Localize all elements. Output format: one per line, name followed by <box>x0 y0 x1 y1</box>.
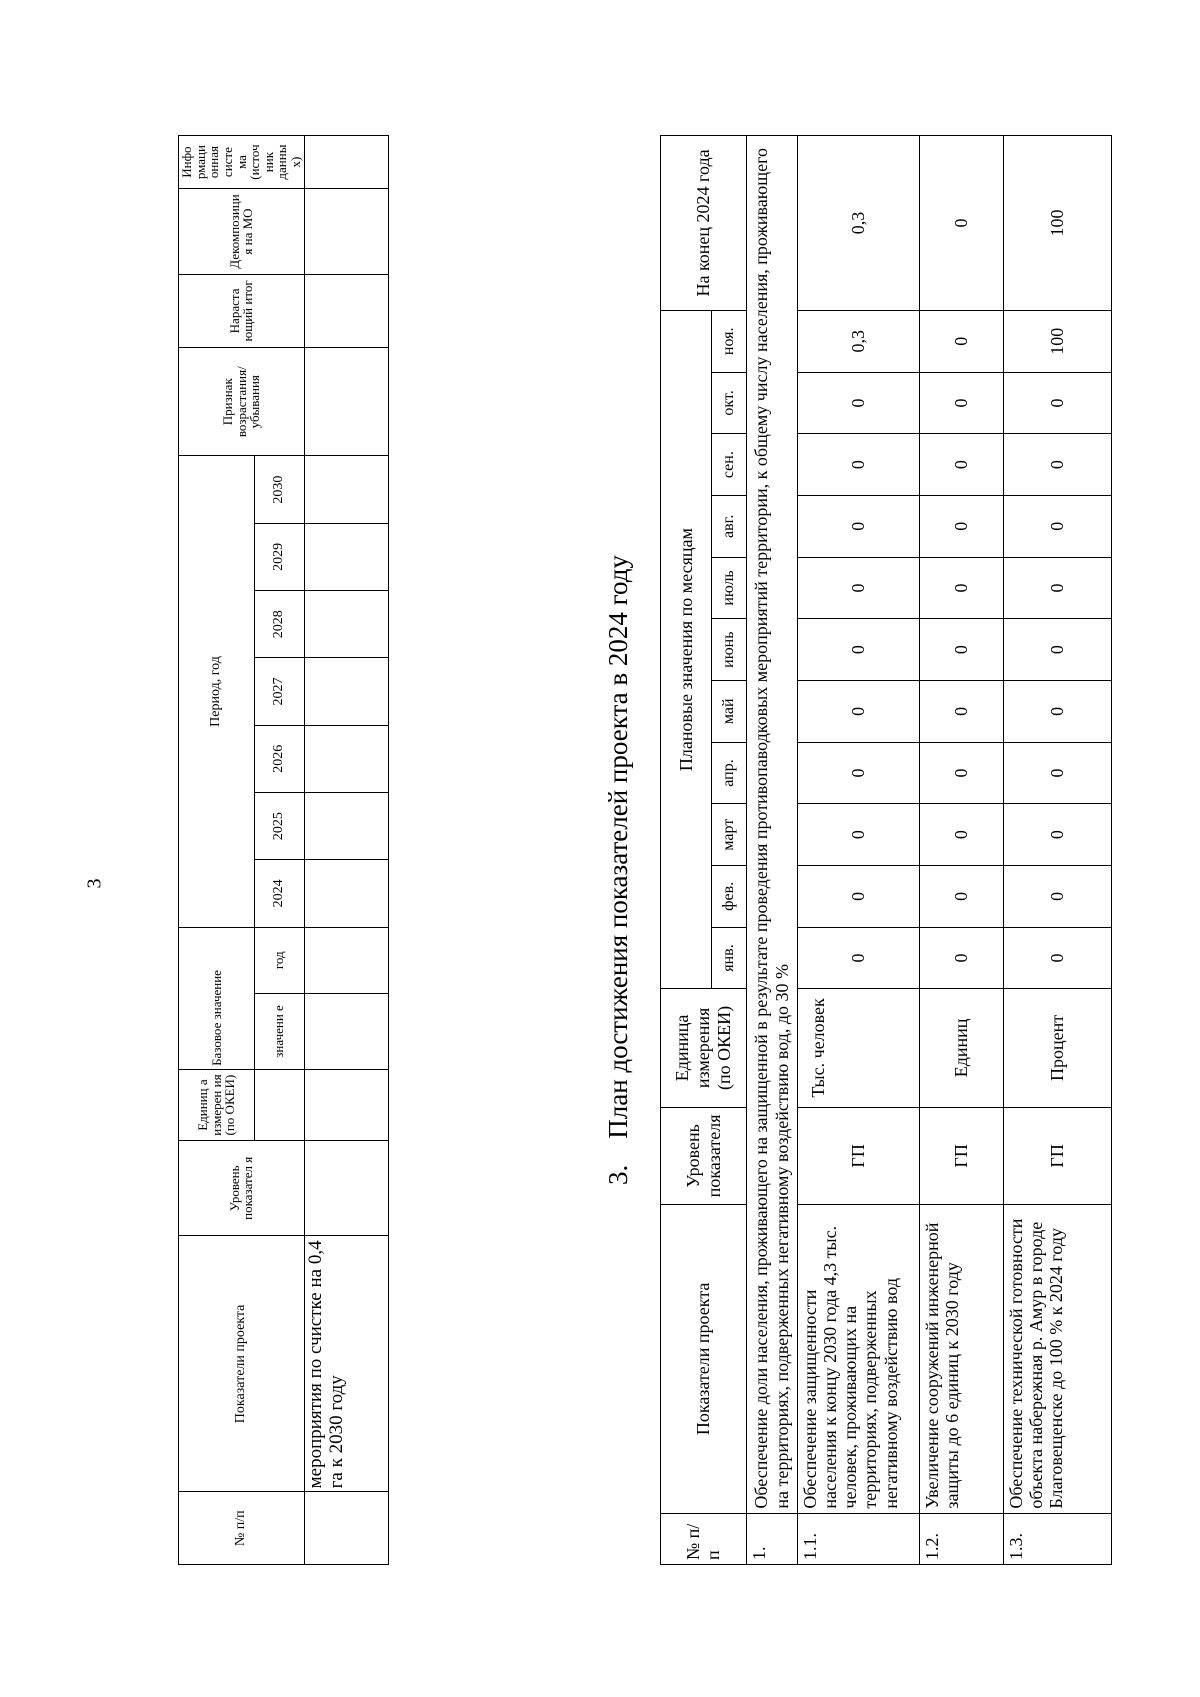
row-end: 100 <box>1004 136 1112 311</box>
row-value: 0 <box>798 804 920 866</box>
row-value: 0 <box>920 927 1004 989</box>
header-month: авг. <box>712 495 747 557</box>
header-base-year: год <box>254 927 304 994</box>
row-end: 0,3 <box>798 136 920 311</box>
row-value: 0 <box>1004 557 1112 619</box>
row-value: 0 <box>920 804 1004 866</box>
row-indicator: Обеспечение технической готовности объекта набережная р. Амур в городе Благовещенске до 100 % к 2024 году <box>1004 1205 1112 1513</box>
section-title <box>603 555 634 1185</box>
row-value: 0 <box>920 495 1004 557</box>
row-value: 0 <box>1004 742 1112 804</box>
header-unit: Единица измерения (по ОКЕИ) <box>661 989 747 1107</box>
row-value: 0 <box>798 742 920 804</box>
row-value: 0 <box>798 865 920 927</box>
header-month: июль <box>712 557 747 619</box>
row-value: 0 <box>798 680 920 742</box>
row-value: 0 <box>798 619 920 681</box>
row-text: мероприятия по счистке на 0,4 га к 2030 году <box>304 1236 388 1492</box>
row-value: 0 <box>798 372 920 434</box>
row-unit: Процент <box>1004 989 1112 1107</box>
goal-row <box>747 136 798 1565</box>
row-value: 0 <box>920 680 1004 742</box>
header-num: № п/п <box>661 1513 747 1564</box>
section-number: 3. <box>603 1164 633 1185</box>
header-level: Уровень показател я <box>179 1141 305 1236</box>
header-month: янв. <box>712 927 747 989</box>
header-base-value: значени е <box>254 994 304 1070</box>
row-num: 1.1. <box>798 1513 920 1564</box>
row-value: 0 <box>920 742 1004 804</box>
row-value: 0 <box>920 557 1004 619</box>
header-year: 2030 <box>254 456 304 523</box>
header-num: № п/п <box>179 1492 305 1565</box>
row-unit: Единиц <box>920 989 1004 1107</box>
row-value: 0 <box>1004 619 1112 681</box>
row-value: 0 <box>920 310 1004 372</box>
row-value: 0 <box>1004 927 1112 989</box>
row-value: 0 <box>920 434 1004 496</box>
row-value: 0 <box>920 865 1004 927</box>
row-value: 0,3 <box>798 310 920 372</box>
header-month: март <box>712 804 747 866</box>
row-unit: Тыс. человек <box>798 989 920 1107</box>
row-value: 0 <box>798 495 920 557</box>
row-level: ГП <box>798 1107 920 1205</box>
table-row <box>798 136 920 1565</box>
plan-table <box>660 135 1112 1565</box>
header-base: Базовое значение <box>179 927 255 1069</box>
table-row <box>304 136 388 1565</box>
header-year: 2028 <box>254 591 304 658</box>
table-row <box>1004 136 1112 1565</box>
header-decomposition: Декомпозици я на МО <box>179 189 305 275</box>
section-title-text: План достижения показателей проекта в 2024 году <box>603 555 633 1139</box>
row-num: 1.3. <box>1004 1513 1112 1564</box>
header-month: июнь <box>712 619 747 681</box>
goal-num: 1. <box>747 1513 798 1564</box>
row-value: 0 <box>1004 434 1112 496</box>
header-month: фев. <box>712 865 747 927</box>
header-year: 2027 <box>254 658 304 725</box>
row-value: 100 <box>1004 310 1112 372</box>
row-value: 0 <box>920 372 1004 434</box>
row-value: 0 <box>1004 865 1112 927</box>
row-value: 0 <box>1004 680 1112 742</box>
header-month: май <box>712 680 747 742</box>
row-num: 1.2. <box>920 1513 1004 1564</box>
row-indicator: Обеспечение защищенности населения к концу 2030 года 4,3 тыс. человек, проживающих на территориях, подверженных негативному воздействию вод <box>798 1205 920 1513</box>
header-cumulative: Нараста ющий итог <box>179 274 305 347</box>
header-unit: Единиц а измерен ия (по ОКЕИ) <box>179 1069 255 1140</box>
header-year: 2026 <box>254 725 304 792</box>
row-level: ГП <box>920 1107 1004 1205</box>
header-period: Период, год <box>179 456 255 927</box>
row-value: 0 <box>1004 804 1112 866</box>
row-value: 0 <box>798 927 920 989</box>
header-monthly: Плановые значения по месяцам <box>661 310 712 988</box>
row-value: 0 <box>1004 495 1112 557</box>
header-month: апр. <box>712 742 747 804</box>
row-value: 0 <box>798 434 920 496</box>
header-indicator: Показатели проекта <box>661 1205 747 1513</box>
header-year: 2025 <box>254 792 304 859</box>
header-end: На конец 2024 года <box>661 136 747 311</box>
header-indicator: Показатели проекта <box>179 1236 305 1492</box>
row-indicator: Увеличение сооружений инженерной защиты до 6 единиц к 2030 году <box>920 1205 1004 1513</box>
empty-cell <box>254 1069 304 1140</box>
header-infosystem: Инфо рмаци онная систе ма (источ ник данны х) <box>179 136 305 189</box>
header-year: 2024 <box>254 860 304 927</box>
row-level: ГП <box>1004 1107 1112 1205</box>
row-value: 0 <box>1004 372 1112 434</box>
row-value: 0 <box>920 619 1004 681</box>
header-level: Уровень показателя <box>661 1107 747 1205</box>
indicators-table <box>178 135 389 1565</box>
row-end: 0 <box>920 136 1004 311</box>
header-month: окт. <box>712 372 747 434</box>
header-sign: Признак возрастания/ убывания <box>179 348 305 456</box>
header-month: сен. <box>712 434 747 496</box>
page-number: 3 <box>83 878 106 889</box>
goal-text: Обеспечение доли населения, проживающего на защищенной в результате проведения противопаводковых мероприятий территории, к общему числу населения, проживающего на территориях, подверженных негативному воздействию вод, до 30 % <box>747 136 798 1514</box>
table-row <box>920 136 1004 1565</box>
row-value: 0 <box>798 557 920 619</box>
header-month: ноя. <box>712 310 747 372</box>
header-year: 2029 <box>254 523 304 590</box>
